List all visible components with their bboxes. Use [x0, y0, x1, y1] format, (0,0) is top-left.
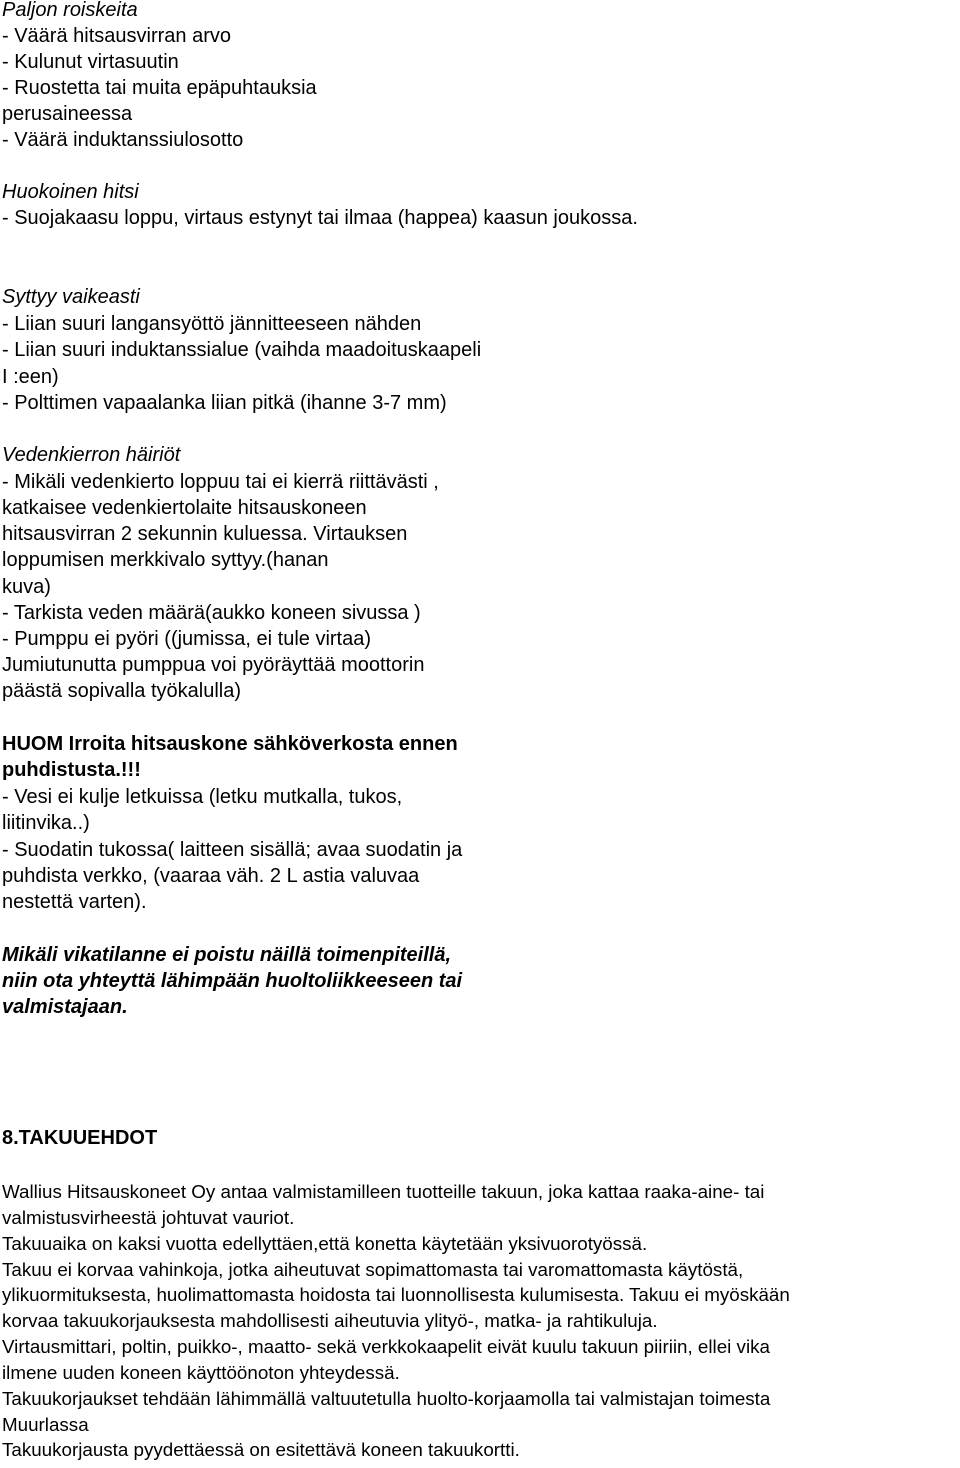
list-item: hitsausvirran 2 sekunnin kuluessa. Virtauksen: [2, 523, 408, 545]
list-item: - Tarkista veden määrä(aukko koneen sivussa ): [2, 602, 421, 624]
section-heading-spatter: Paljon roiskeita: [2, 0, 138, 21]
list-item: loppumisen merkkivalo syttyy.(hanan: [2, 549, 329, 571]
paragraph-line: ylikuormituksesta, huolimattomasta hoidosta tai luonnollisesta kulumisesta. Takuu ei myöskään: [2, 1284, 790, 1305]
paragraph-line: Takuuaika on kaksi vuotta edellyttäen,että konetta käytetään yksivuorotyössä.: [2, 1233, 648, 1254]
list-item: perusaineessa: [2, 103, 133, 125]
paragraph-line: Takuukorjausta pyydettäessä on esitettävä koneen takuukortti.: [2, 1439, 520, 1460]
contact-note: Mikäli vikatilanne ei poistu näillä toimenpiteillä,: [2, 944, 452, 966]
paragraph-line: ilmene uuden koneen käyttöönoton yhteydessä.: [2, 1362, 400, 1383]
list-item: nestettä varten).: [2, 891, 147, 913]
warning-text: HUOM Irroita hitsauskone sähköverkosta ennen: [2, 733, 458, 755]
list-item: - Ruostetta tai muita epäpuhtauksia: [2, 77, 317, 99]
list-item: liitinvika..): [2, 812, 90, 834]
list-item: I :een): [2, 366, 59, 388]
list-item: Jumiutunutta pumppua voi pyöräyttää moottorin: [2, 654, 425, 676]
warning-text: puhdistusta.!!!: [2, 759, 141, 781]
paragraph-line: Muurlassa: [2, 1414, 89, 1435]
section-heading-warranty: 8.TAKUUEHDOT: [2, 1127, 158, 1149]
paragraph-line: Takuukorjaukset tehdään lähimmällä valtuutetulla huolto-korjaamolla tai valmistajan toimesta: [2, 1388, 771, 1409]
section-heading-hard-ignition: Syttyy vaikeasti: [2, 286, 140, 308]
section-heading-porous-weld: Huokoinen hitsi: [2, 181, 139, 203]
list-item: - Liian suuri induktanssialue (vaihda maadoituskaapeli: [2, 339, 482, 361]
list-item: katkaisee vedenkiertolaite hitsauskoneen: [2, 497, 367, 519]
list-item: - Pumppu ei pyöri ((jumissa, ei tule virtaa): [2, 628, 372, 650]
section-heading-water-cooling: Vedenkierron häiriöt: [2, 444, 181, 466]
list-item: - Kulunut virtasuutin: [2, 51, 179, 73]
paragraph-line: Takuu ei korvaa vahinkoja, jotka aiheutuvat sopimattomasta tai varomattomasta käytöstä,: [2, 1259, 744, 1280]
list-item: puhdista verkko, (vaaraa väh. 2 L astia valuvaa: [2, 865, 420, 887]
contact-note: niin ota yhteyttä lähimpään huoltoliikkeeseen tai: [2, 970, 463, 992]
list-item: - Suojakaasu loppu, virtaus estynyt tai ilmaa (happea) kaasun joukossa.: [2, 207, 638, 229]
list-item: päästä sopivalla työkalulla): [2, 680, 242, 702]
list-item: - Suodatin tukossa( laitteen sisällä; avaa suodatin ja: [2, 839, 463, 861]
list-item: - Väärä hitsausvirran arvo: [2, 25, 231, 47]
paragraph-line: valmistusvirheestä johtuvat vauriot.: [2, 1207, 295, 1228]
paragraph-line: Wallius Hitsauskoneet Oy antaa valmistamilleen tuotteille takuun, joka kattaa raaka-aine- tai: [2, 1181, 765, 1202]
list-item: - Polttimen vapaalanka liian pitkä (ihanne 3-7 mm): [2, 392, 447, 414]
list-item: kuva): [2, 576, 51, 598]
list-item: - Vesi ei kulje letkuissa (letku mutkalla, tukos,: [2, 786, 403, 808]
contact-note: valmistajaan.: [2, 996, 128, 1018]
list-item: - Mikäli vedenkierto loppuu tai ei kierrä riittävästi ,: [2, 471, 439, 493]
paragraph-line: Virtausmittari, poltin, puikko-, maatto- sekä verkkokaapelit eivät kuulu takuun piiriin, ellei vika: [2, 1336, 770, 1357]
list-item: - Väärä induktanssiulosotto: [2, 129, 244, 151]
paragraph-line: korvaa takuukorjauksesta mahdollisesti aiheutuvia ylityö-, matka- ja rahtikuluja.: [2, 1310, 658, 1331]
list-item: - Liian suuri langansyöttö jännitteeseen nähden: [2, 313, 422, 335]
